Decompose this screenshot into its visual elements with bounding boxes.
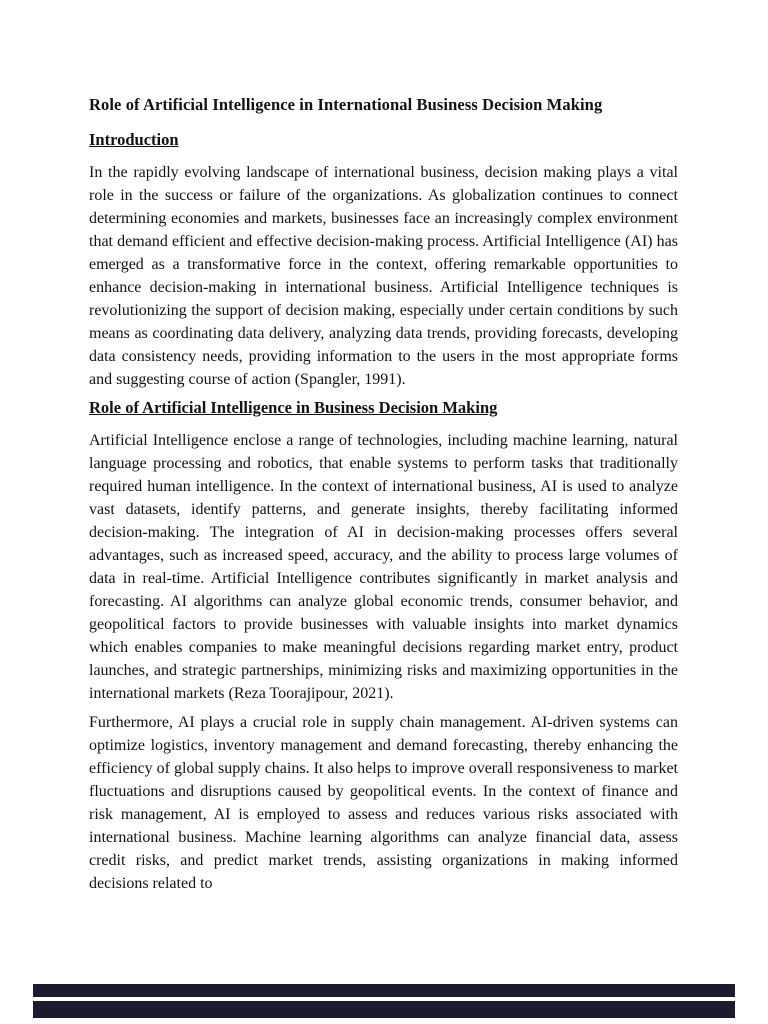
- section-heading-role-of-ai: Role of Artificial Intelligence in Business Decision Making: [89, 398, 498, 417]
- page-separator-bar: [33, 984, 735, 997]
- paragraph-introduction: In the rapidly evolving landscape of international business, decision making plays a vital role in the success or failure of the organizations. As globalization continues to connect determining economies and markets, businesses face an increasingly complex environment that demand efficient and effective decision-making process. Artificial Intelligence (AI) has emerged as a transformative force in the context, offering remarkable opportunities to enhance decision-making in international business. Artificial Intelligence techniques is revolutionizing the support of decision making, especially under certain conditions by such means as coordinating data delivery, analyzing data trends, providing forecasts, developing data consistency needs, providing information to the users in the most appropriate forms and suggesting course of action (Spangler, 1991).: [89, 164, 678, 388]
- paragraph-role-of-ai: Artificial Intelligence enclose a range of technologies, including machine learning, natural language processing and robotics, that enable systems to perform tasks that traditionally required human intelligence. In the context of international business, AI is used to analyze vast datasets, identify patterns, and generate insights, thereby facilitating informed decision-making. The integration of AI in decision-making processes offers several advantages, such as increased speed, accuracy, and the ability to process large volumes of data in real-time. Artificial Intelligence contributes significantly in market analysis and forecasting. AI algorithms can analyze global economic trends, consumer behavior, and geopolitical factors to provide businesses with valuable insights into market dynamics which enables companies to make meaningful decisions regarding market entry, product launches, and strategic partnerships, minimizing risks and maximizing opportunities in the international markets (Reza Toorajipour, 2021).: [89, 432, 678, 702]
- document-title: Role of Artificial Intelligence in International Business Decision Making: [89, 95, 603, 114]
- section-heading-introduction: Introduction: [89, 130, 179, 149]
- paragraph-supply-chain: Furthermore, AI plays a crucial role in supply chain management. AI-driven systems can optimize logistics, inventory management and demand forecasting, thereby enhancing the efficiency of global supply chains. It also helps to improve overall responsiveness to market fluctuations and disruptions caused by geopolitical events. In the context of finance and risk management, AI is employed to assess and reduces various risks associated with international business. Machine learning algorithms can analyze financial data, assess credit risks, and predict market trends, assisting organizations in making informed decisions related to: [89, 714, 678, 892]
- page-separator-bar: [33, 1001, 735, 1018]
